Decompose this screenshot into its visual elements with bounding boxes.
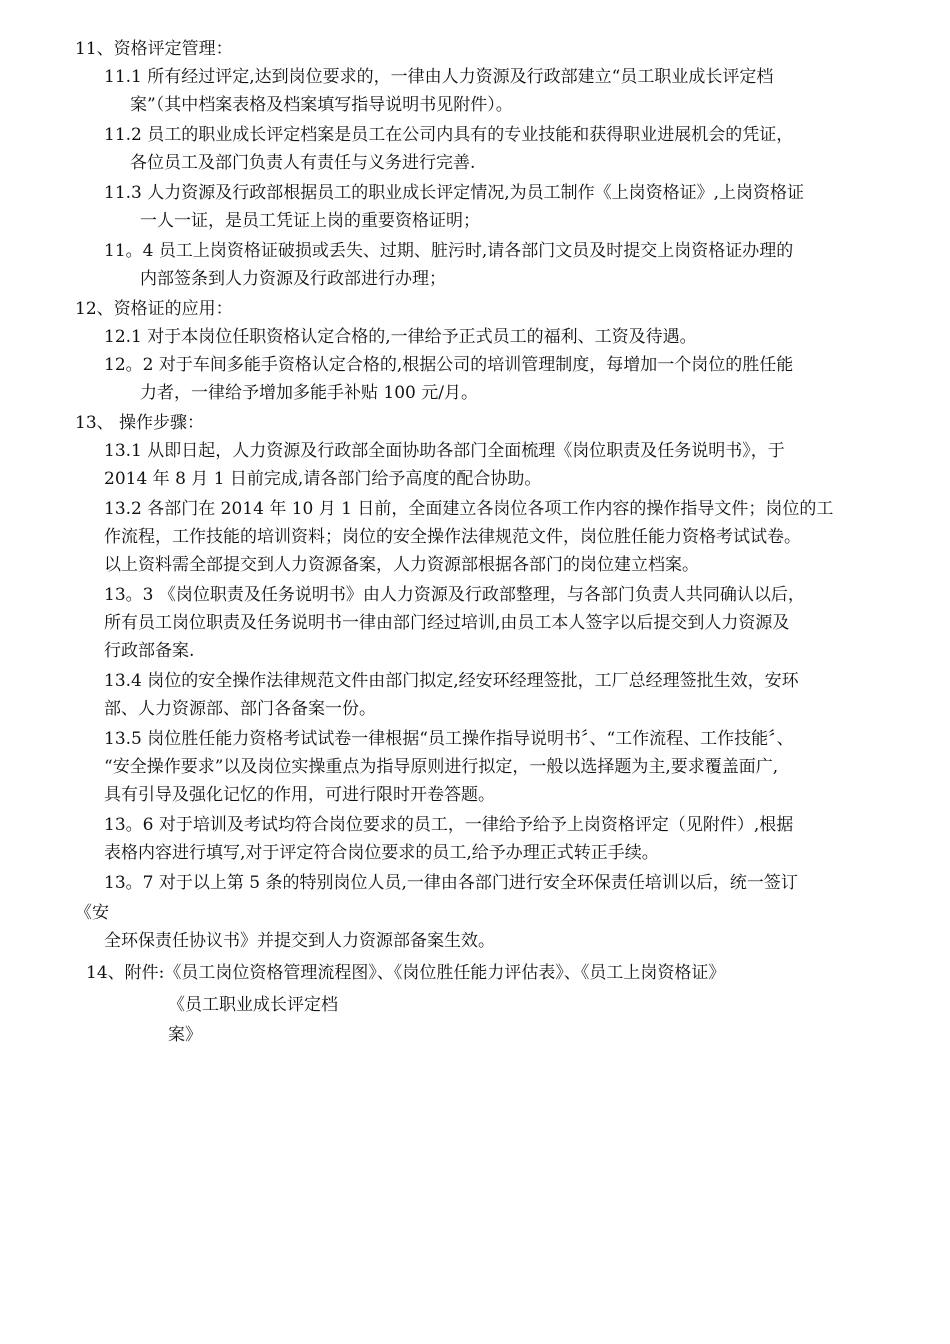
attachment-line: 《员工职业成长评定档 [168,995,338,1015]
paragraph-line: 一人一证，是员工凭证上岗的重要资格证明； [140,211,480,231]
paragraph-line: 13。7 对于以上第 5 条的特别岗位人员,一律由各部门进行安全环保责任培训以后，统一签订 [104,873,798,893]
paragraph-line: 《安 [75,903,109,923]
section-heading: 11、资格评定管理： [75,39,233,59]
paragraph-line: 表格内容进行填写,对于评定符合岗位要求的员工,给予办理正式转正手续。 [104,843,659,863]
paragraph-line: “安全操作要求”以及岗位实操重点为指导原则进行拟定，一般以选择题为主,要求覆盖面广, [104,757,779,777]
paragraph-line: 13.2 各部门在 2014 年 10 月 1 日前，全面建立各岗位各项工作内容的操作指导文件；岗位的工 [104,499,834,519]
paragraph-line: 11.3 人力资源及行政部根据员工的职业成长评定情况,为员工制作《上岗资格证》,上岗资格证 [104,183,805,203]
paragraph-line: 各位员工及部门负责人有责任与义务进行完善. [130,153,476,173]
paragraph-line: 13。3 《岗位职责及任务说明书》由人力资源及行政部整理，与各部门负责人共同确认以后， [104,585,805,605]
paragraph-line: 11.1 所有经过评定,达到岗位要求的，一律由人力资源及行政部建立“员工职业成长评定档 [104,67,774,87]
paragraph-line: 13.5 岗位胜任能力资格考试试卷一律根据“员工操作指导说明书〞、“工作流程、工作技能〞、 [104,729,794,749]
section-heading: 13、 操作步骤： [75,413,205,433]
paragraph-line: 全环保责任协议书》并提交到人力资源部备案生效。 [104,931,495,951]
paragraph-line: 以上资料需全部提交到人力资源备案，人力资源部根据各部门的岗位建立档案。 [104,555,699,575]
paragraph-line: 案”（其中档案表格及档案填写指导说明书见附件）。 [130,95,513,115]
attachment-line: 14、附件:《员工岗位资格管理流程图》、《岗位胜任能力评估表》、《员工上岗资格证》 [86,963,726,983]
paragraph-line: 具有引导及强化记忆的作用，可进行限时开卷答题。 [104,785,495,805]
paragraph-line: 13.4 岗位的安全操作法律规范文件由部门拟定,经安环经理签批，工厂总经理签批生效，安环 [104,671,799,691]
paragraph-line: 13。6 对于培训及考试均符合岗位要求的员工，一律给予给予上岗资格评定（见附件）,根据 [104,815,794,835]
paragraph-line: 部、人力资源部、部门各备案一份。 [104,699,376,719]
attachment-line: 案》 [168,1025,202,1045]
paragraph-line: 内部签条到人力资源及行政部进行办理； [140,269,446,289]
paragraph-line: 12。2 对于车间多能手资格认定合格的,根据公司的培训管理制度，每增加一个岗位的胜任能 [104,355,794,375]
section-heading: 12、资格证的应用： [75,299,233,319]
paragraph-line: 力者，一律给予增加多能手补贴 100 元/月。 [140,383,478,403]
paragraph-line: 12.1 对于本岗位任职资格认定合格的,一律给予正式员工的福利、工资及待遇。 [104,327,697,347]
paragraph-line: 2014 年 8 月 1 日前完成,请各部门给予高度的配合协助。 [104,469,542,489]
paragraph-line: 11.2 员工的职业成长评定档案是员工在公司内具有的专业技能和获得职业进展机会的凭证， [104,125,794,145]
paragraph-line: 行政部备案. [104,641,195,661]
paragraph-line: 作流程，工作技能的培训资料；岗位的安全操作法律规范文件，岗位胜任能力资格考试试卷。 [104,527,801,547]
paragraph-line: 13.1 从即日起，人力资源及行政部全面协助各部门全面梳理《岗位职责及任务说明书》，于 [104,441,785,461]
paragraph-line: 11。4 员工上岗资格证破损或丢失、过期、脏污时,请各部门文员及时提交上岗资格证办理的 [104,241,794,261]
paragraph-line: 所有员工岗位职责及任务说明书一律由部门经过培训,由员工本人签字以后提交到人力资源及 [104,613,790,633]
